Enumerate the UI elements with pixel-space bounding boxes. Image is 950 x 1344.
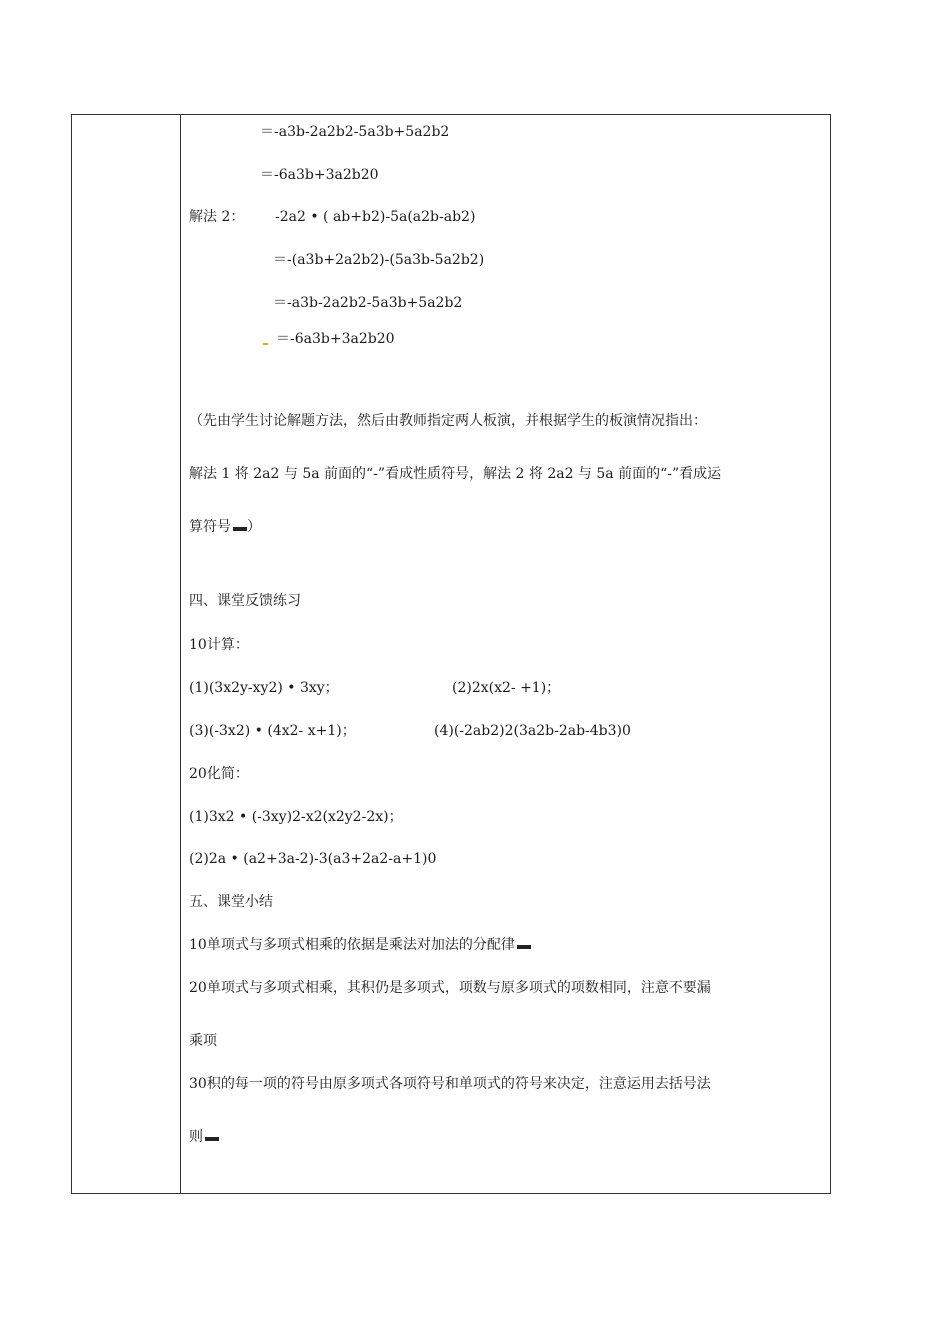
summary-point-3-cont — [189, 1128, 219, 1146]
paragraph-line-3-text: 算符号 — [189, 519, 231, 535]
summary-point-3: 30积的每一项的符号由原多项式各项符号和单项式的符号来决定，注意运用去括号法 — [189, 1076, 711, 1092]
placeholder-mark-icon — [233, 527, 247, 531]
section-4-heading: 四、课堂反馈练习 — [189, 593, 301, 609]
left-column — [72, 115, 181, 1193]
lesson-table — [71, 114, 831, 1194]
step-line-6-text: ＝-6a3b+3a2b20 — [276, 331, 395, 347]
exercise-1-item-4: (4)(-2ab2)2(3a2b-2ab-4b3)0 — [434, 723, 631, 739]
exercise-2-item-1: (1)3x2 • (-3xy)2-x2(x2y2-2x)； — [189, 809, 403, 825]
exercise-1-item-1: (1)(3x2y-xy2) • 3xy； — [189, 680, 339, 696]
step-line-4: ＝-(a3b+2a2b2)-(5a3b-5a2b2) — [273, 252, 485, 268]
content-column — [181, 115, 830, 1193]
placeholder-mark-icon — [205, 1137, 219, 1141]
step-line-1: ＝-a3b-2a2b2-5a3b+5a2b2 — [260, 124, 450, 140]
exercise-1-item-3: (3)(-3x2) • (4x2- x+1)； — [189, 723, 356, 739]
step-line-6 — [263, 330, 395, 348]
summary-point-1 — [189, 936, 531, 954]
paragraph-line-1: （先由学生讨论解题方法，然后由教师指定两人板演，并根据学生的板演情况指出： — [189, 413, 707, 429]
exercise-1-item-2: (2)2x(x2- +1)； — [452, 680, 561, 696]
section-5-heading: 五、课堂小结 — [189, 894, 273, 910]
summary-point-1-text: 10单项式与多项式相乘的依据是乘法对加法的分配律 — [189, 937, 515, 953]
paragraph-line-3-end: ） — [247, 519, 261, 535]
exercise-2-title: 20化简： — [189, 766, 249, 782]
method-2-expression: -2a2 • ( ab+b2)-5a(a2b-ab2) — [275, 209, 476, 225]
summary-point-2-cont: 乘项 — [189, 1033, 217, 1049]
method-2-label: 解法 2： — [189, 209, 245, 225]
step-line-2: ＝-6a3b+3a2b20 — [260, 167, 379, 183]
step-line-5: ＝-a3b-2a2b2-5a3b+5a2b2 — [273, 295, 463, 311]
summary-point-2: 20单项式与多项式相乘，其积仍是多项式，项数与原多项式的项数相同，注意不要漏 — [189, 980, 711, 996]
exercise-1-title: 10计算： — [189, 637, 249, 653]
summary-point-3-cont-text: 则 — [189, 1129, 203, 1145]
exercise-2-item-2: (2)2a • (a2+3a-2)-3(a3+2a2-a+1)0 — [189, 851, 437, 867]
placeholder-mark-icon — [517, 945, 531, 949]
yellow-mark-icon — [263, 343, 268, 345]
paragraph-line-2: 解法 1 将 2a2 与 5a 前面的“-”看成性质符号，解法 2 将 2a2 与 5a 前面的“-”看成运 — [189, 466, 722, 482]
paragraph-line-3 — [189, 518, 261, 536]
